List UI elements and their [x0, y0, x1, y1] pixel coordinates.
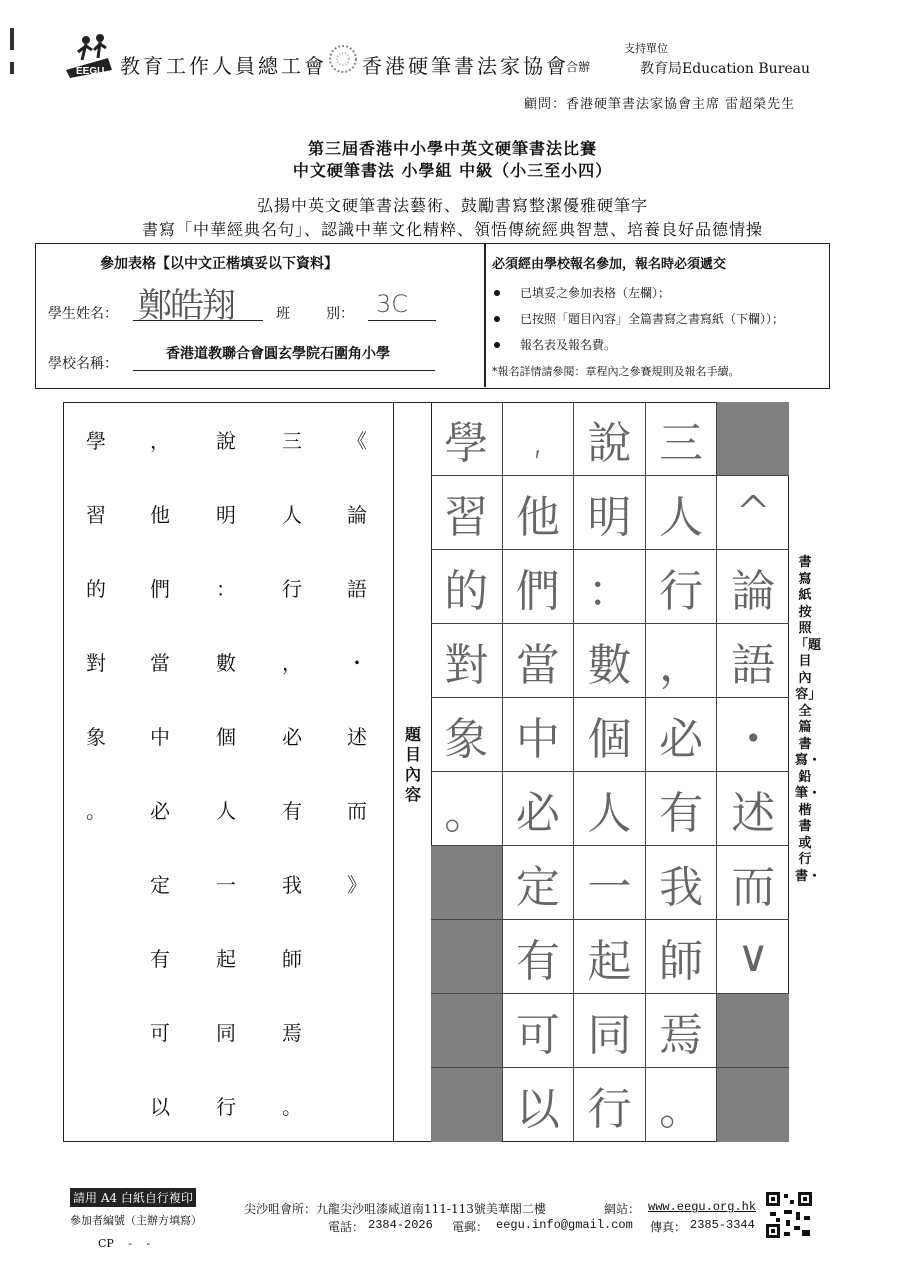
writing-cell[interactable]: 。	[431, 772, 503, 846]
writing-cell[interactable]: 焉	[646, 994, 718, 1068]
printed-char: 必	[282, 724, 302, 749]
writing-cell[interactable]: 有	[646, 772, 718, 846]
writing-cell[interactable]: 行	[646, 550, 718, 624]
writing-cell[interactable]: 必	[503, 772, 575, 846]
support-unit: 教育局Education Bureau	[640, 61, 811, 77]
name-value: 鄭皓翔	[138, 286, 234, 326]
printed-char: 當	[150, 650, 170, 675]
writing-cell[interactable]: 我	[646, 846, 718, 920]
printed-char: 他	[150, 502, 170, 527]
writing-cell[interactable]	[431, 994, 503, 1068]
printed-char: 對	[86, 650, 106, 675]
printed-char: 數	[216, 650, 236, 675]
printed-char: 人	[216, 798, 236, 823]
printed-char: 有	[150, 946, 170, 971]
writing-cell[interactable]: 數	[574, 624, 646, 698]
bullet	[494, 316, 500, 322]
writing-cell[interactable]: 以	[503, 1068, 575, 1142]
printed-char: 的	[86, 576, 106, 601]
fax: 2385-3344	[690, 1218, 755, 1232]
writing-cell[interactable]: 論	[717, 550, 789, 624]
email: eegu.info@gmail.com	[496, 1218, 633, 1232]
bullet	[494, 342, 500, 348]
registration-note: *報名詳情請參閱：章程內之參賽規則及報名手續。	[492, 365, 740, 378]
form-divider	[484, 244, 486, 387]
address: 九龍尖沙咀漆咸道南111-113號美華閣二樓	[316, 1202, 546, 1216]
printed-char	[80, 920, 112, 994]
writing-cell[interactable]: 而	[717, 846, 789, 920]
organizer-hkpca: 香港硬筆書法家協會	[362, 54, 569, 78]
writing-cell[interactable]	[431, 846, 503, 920]
writing-cell[interactable]: ∨	[717, 920, 789, 994]
organizer-eegu: 教育工作人員總工會	[120, 54, 327, 78]
writing-cell[interactable]: 必	[646, 698, 718, 772]
writing-cell[interactable]: 有	[503, 920, 575, 994]
slogan-2: 書寫「中華經典名句」、認識中華文化精粹、領悟傳統經典智慧、培養良好品德情操	[141, 220, 763, 239]
printed-char: 焉	[282, 1020, 302, 1045]
writing-cell[interactable]	[717, 994, 789, 1068]
printed-char: 們	[150, 576, 170, 601]
printed-char: 人	[282, 502, 302, 527]
requirement-item: 已按照「題目內容」全篇書寫之書寫紙（下欄））；	[520, 312, 785, 326]
writing-cell[interactable]: 說	[574, 402, 646, 476]
printed-char: 同	[216, 1020, 236, 1045]
printed-char: 。	[86, 798, 106, 823]
margin-mark	[10, 62, 14, 74]
support-label: 支持單位	[624, 42, 668, 55]
advisor-line: 顧問：香港硬筆書法家協會主席 雷超榮先生	[524, 97, 796, 112]
printed-char: 而	[347, 798, 367, 823]
writing-cell[interactable]: 一	[574, 846, 646, 920]
margin-mark	[10, 28, 14, 50]
writing-cell[interactable]: 習	[431, 476, 503, 550]
printed-char: ・	[347, 650, 367, 675]
printed-char: 》	[347, 872, 367, 897]
form-heading: 參加表格【以中文正楷填妥以下資料】	[100, 256, 338, 272]
email-label: 電郵：	[452, 1220, 489, 1234]
printed-char: 以	[150, 1094, 170, 1119]
printed-char: ，	[150, 428, 170, 453]
printed-char	[341, 1068, 373, 1142]
writing-cell[interactable]: 人	[574, 772, 646, 846]
writing-cell[interactable]: 中	[503, 698, 575, 772]
class-value: 3C	[376, 290, 409, 318]
writing-cell[interactable]: 述	[717, 772, 789, 846]
printed-char	[341, 994, 373, 1068]
printed-char: 可	[150, 1020, 170, 1045]
school-value: 香港道教聯合會圓玄學院石圍角小學	[166, 346, 390, 362]
requirement-item: 報名表及報名費。	[520, 338, 617, 352]
writing-cell[interactable]: 師	[646, 920, 718, 994]
topic-label: 題目內容	[404, 725, 421, 804]
hkpca-logo	[326, 42, 360, 76]
class-label: 班	[276, 306, 290, 322]
writing-cell[interactable]: 當	[503, 624, 575, 698]
requirement-item: 已填妥之參加表格（左欄）；	[520, 286, 671, 300]
bullet	[494, 290, 500, 296]
entry-number-label: 參加者編號（主辦方填寫）	[70, 1214, 202, 1227]
printed-char: 習	[86, 502, 106, 527]
writing-cell[interactable]	[717, 1068, 789, 1142]
entry-number-field[interactable]: CP - -	[98, 1237, 151, 1250]
printed-char: 述	[347, 724, 367, 749]
printed-char: 說	[216, 428, 236, 453]
printed-char	[80, 1068, 112, 1142]
printed-char: 定	[150, 872, 170, 897]
printed-char: 語	[347, 576, 367, 601]
qr-code	[766, 1192, 812, 1238]
printed-char: ：	[216, 576, 236, 601]
writing-cell[interactable]: 可	[503, 994, 575, 1068]
printed-char: 有	[282, 798, 302, 823]
printed-char: 中	[150, 724, 170, 749]
category-title: 中文硬筆書法 小學組 中級（小三至小四）	[292, 161, 613, 180]
requirements-heading: 必須經由學校報名參加，報名時必須遞交	[492, 257, 727, 272]
phone: 2384-2026	[368, 1218, 433, 1232]
writing-cell[interactable]: 他	[503, 476, 575, 550]
writing-cell[interactable]: 定	[503, 846, 575, 920]
printed-char: 我	[282, 872, 302, 897]
slogan-1: 弘揚中英文硬筆書法藝術、鼓勵書寫整潔優雅硬筆字	[256, 196, 648, 215]
writing-cell[interactable]: ，	[646, 624, 718, 698]
writing-cell[interactable]: ,	[503, 402, 575, 476]
writing-cell[interactable]: 對	[431, 624, 503, 698]
printed-char: 行	[282, 576, 302, 601]
printed-char: 學	[86, 428, 106, 453]
writing-cell[interactable]: ^	[717, 476, 789, 550]
writing-cell[interactable]: 。	[646, 1068, 718, 1142]
writing-cell[interactable]: 起	[574, 920, 646, 994]
eegu-logo	[64, 30, 116, 78]
printed-char: ，	[282, 650, 302, 675]
writing-cell[interactable]: 們	[503, 550, 575, 624]
writing-cell[interactable]: 同	[574, 994, 646, 1068]
writing-cell[interactable]: 個	[574, 698, 646, 772]
printed-char: 論	[347, 502, 367, 527]
printed-char: 行	[216, 1094, 236, 1119]
writing-cell[interactable]: 的	[431, 550, 503, 624]
website-link[interactable]: www.eegu.org.hk	[648, 1200, 757, 1214]
writing-cell[interactable]: 明	[574, 476, 646, 550]
svg-text:EEGU: EEGU	[76, 66, 105, 77]
writing-cell[interactable]	[717, 402, 789, 476]
printed-char: 象	[86, 724, 106, 749]
printed-char	[80, 994, 112, 1068]
website-label: 網站：	[604, 1202, 641, 1216]
school-label: 學校名稱：	[48, 356, 118, 372]
printed-char: 一	[216, 872, 236, 897]
printed-char: 起	[216, 946, 236, 971]
copy-instruction: 請用 A4 白紙自行複印	[70, 1188, 196, 1207]
printed-char: 個	[216, 724, 236, 749]
writing-cell[interactable]: 語	[717, 624, 789, 698]
address-label: 尖沙咀會所：	[244, 1202, 317, 1216]
printed-char	[80, 846, 112, 920]
writing-cell[interactable]: ：	[574, 550, 646, 624]
printed-char: 明	[216, 502, 236, 527]
phone-label: 電話：	[328, 1220, 365, 1234]
writing-cell[interactable]: 學	[431, 402, 503, 476]
writing-cell[interactable]	[431, 920, 503, 994]
fax-label: 傳真：	[650, 1220, 687, 1234]
writing-cell[interactable]: 人	[646, 476, 718, 550]
printed-char	[341, 920, 373, 994]
writing-cell[interactable]: 行	[574, 1068, 646, 1142]
printed-char: 三	[282, 428, 302, 453]
printed-char: 師	[282, 946, 302, 971]
writing-sheet-note: 書寫紙 按照「題目內容」全篇書寫・鉛筆・楷書或行書・	[795, 555, 822, 884]
printed-char: 《	[347, 428, 367, 453]
class-label-2: 別：	[326, 306, 354, 322]
writing-cell[interactable]	[431, 1068, 503, 1142]
writing-cell[interactable]: 三	[646, 402, 718, 476]
printed-char: 。	[282, 1094, 302, 1119]
printed-char: 必	[150, 798, 170, 823]
competition-title: 第三屆香港中小學中英文硬筆書法比賽	[307, 139, 597, 158]
cohost-label: 合辦	[566, 60, 591, 74]
writing-cell[interactable]: 象	[431, 698, 503, 772]
name-label: 學生姓名：	[48, 306, 118, 322]
writing-cell[interactable]: ・	[717, 698, 789, 772]
